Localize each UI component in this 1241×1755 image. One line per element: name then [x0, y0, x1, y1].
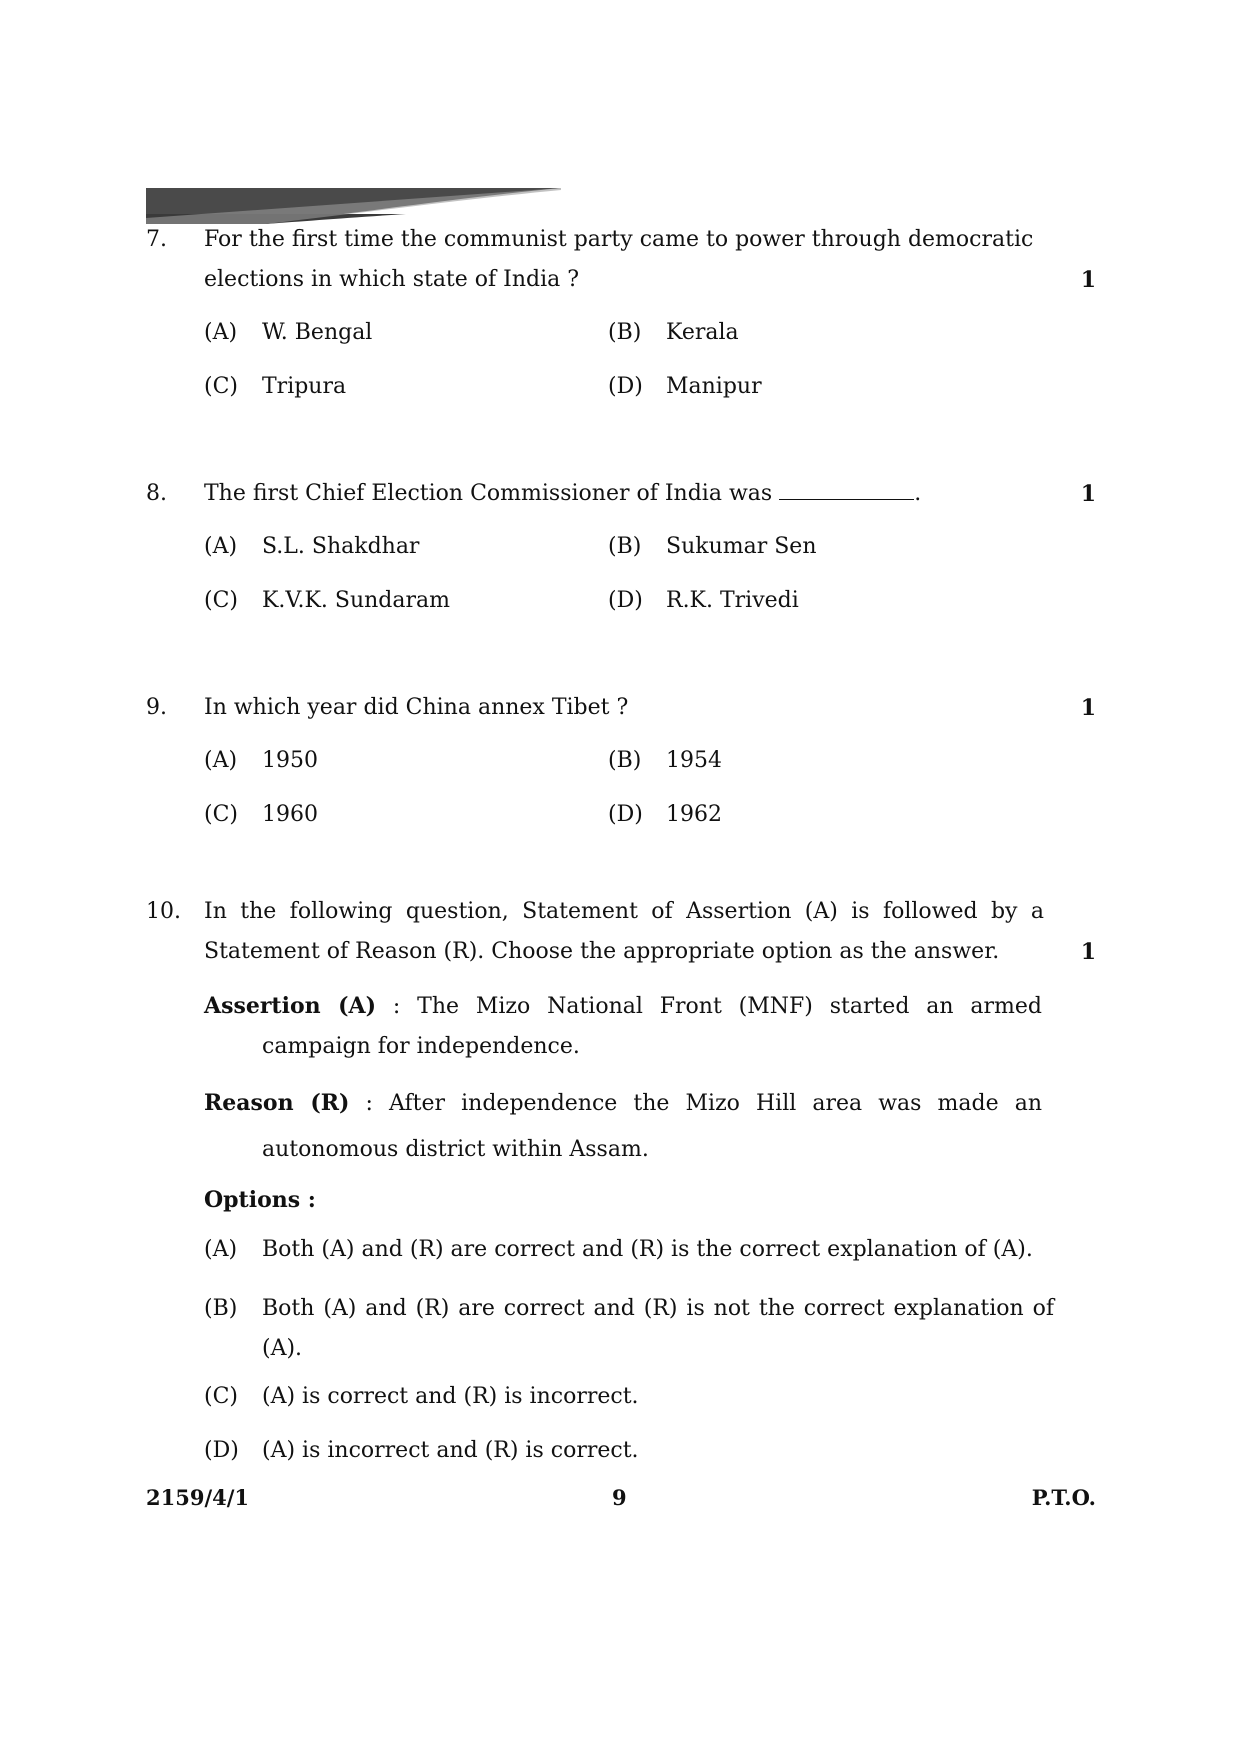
question-text-line: The first Chief Election Commissioner of India was: [204, 481, 773, 506]
option-label: (C): [204, 1384, 238, 1409]
option-d: [608, 586, 799, 616]
option-text: Tripura: [262, 374, 347, 399]
question-text: [204, 892, 1044, 972]
option-text: 1950: [262, 748, 318, 773]
question-marks: 1: [1080, 267, 1096, 293]
option-b: [608, 532, 817, 562]
option-label: (B): [204, 1296, 238, 1321]
option-c: [204, 1382, 639, 1412]
option-d: [608, 372, 762, 402]
question-10: [146, 892, 1096, 972]
option-text: K.V.K. Sundaram: [262, 588, 450, 613]
question-number: 10.: [146, 899, 181, 924]
question-text-line: Statement of Reason (R). Choose the appropriate option as the answer.: [204, 939, 1000, 964]
option-label: (D): [608, 588, 643, 613]
option-label: (C): [204, 802, 238, 827]
option-b: [608, 746, 722, 776]
option-a: [204, 746, 318, 776]
option-label: (C): [204, 588, 238, 613]
option-label: (A): [204, 320, 238, 345]
reason-label: Reason (R): [204, 1090, 350, 1116]
option-label: (B): [608, 534, 642, 559]
option-text: W. Bengal: [262, 320, 373, 345]
question-text: [204, 688, 1044, 728]
question-number: 7.: [146, 227, 167, 252]
question-text: [204, 474, 1044, 514]
option-text: 1962: [666, 802, 722, 827]
question-text: [204, 220, 1044, 300]
option-label: (A): [204, 534, 238, 559]
question-9: [146, 688, 1096, 728]
question-number: 8.: [146, 481, 167, 506]
option-text: R.K. Trivedi: [666, 588, 799, 613]
option-c: [204, 372, 346, 402]
question-text-end: .: [914, 481, 922, 506]
option-text: (A) is incorrect and (R) is correct.: [262, 1438, 639, 1463]
option-text: Both (A) and (R) are correct and (R) is the correct explanation of (A).: [262, 1237, 1033, 1262]
option-a: [204, 532, 419, 562]
assertion-line: [204, 986, 1042, 1027]
option-label: (B): [608, 748, 642, 773]
page-number: 9: [612, 1485, 627, 1510]
paper-code: 2159/4/1: [146, 1485, 250, 1510]
option-b: [608, 318, 739, 348]
reason-block: [204, 1080, 1042, 1173]
option-a: [204, 318, 372, 348]
option-text: 1960: [262, 802, 318, 827]
reason-text-continued: autonomous district within Assam.: [262, 1137, 649, 1162]
option-text: (A) is correct and (R) is incorrect.: [262, 1384, 639, 1409]
assertion-block: [204, 986, 1042, 1067]
question-marks: 1: [1080, 695, 1096, 721]
option-text: Manipur: [666, 374, 762, 399]
option-text-continued: (A).: [262, 1336, 303, 1361]
answer-blank: [779, 477, 914, 500]
option-label: (A): [204, 1237, 238, 1262]
option-label: (A): [204, 748, 238, 773]
question-marks: 1: [1080, 481, 1096, 507]
option-label: (D): [608, 802, 643, 827]
question-7: [146, 220, 1096, 300]
option-text: Sukumar Sen: [666, 534, 817, 559]
options-heading: Options :: [204, 1187, 316, 1213]
reason-text: : After independence the Mizo Hill area was made an: [349, 1091, 1042, 1116]
option-text: 1954: [666, 748, 722, 773]
reason-line: [204, 1080, 1042, 1127]
question-8: [146, 474, 1096, 514]
option-label: (B): [608, 320, 642, 345]
option-text: S.L. Shakdhar: [262, 534, 420, 559]
please-turn-over: P.T.O.: [1031, 1485, 1096, 1510]
option-label: (D): [608, 374, 643, 399]
question-number: 9.: [146, 695, 167, 720]
assertion-label: Assertion (A): [204, 993, 377, 1019]
header-banner-graphic: [146, 188, 561, 224]
question-text-line: In the following question, Statement of Assertion (A) is followed by a: [204, 899, 1044, 924]
option-text: Kerala: [666, 320, 739, 345]
option-a: [204, 1235, 1033, 1265]
question-marks: 1: [1080, 939, 1096, 965]
assertion-text: : The Mizo National Front (MNF) started an armed: [376, 994, 1042, 1019]
question-text-line: elections in which state of India ?: [204, 267, 580, 292]
option-label: (C): [204, 374, 238, 399]
option-d: [204, 1436, 639, 1466]
option-b: [204, 1289, 1054, 1369]
question-text-line: For the first time the communist party came to power through democratic: [204, 227, 1034, 252]
option-c: [204, 586, 450, 616]
assertion-text-continued: campaign for independence.: [262, 1034, 580, 1059]
option-text: Both (A) and (R) are correct and (R) is not the correct explanation of: [262, 1296, 1054, 1321]
question-text-line: In which year did China annex Tibet ?: [204, 695, 629, 720]
option-c: [204, 800, 318, 830]
option-label: (D): [204, 1438, 239, 1463]
option-d: [608, 800, 722, 830]
